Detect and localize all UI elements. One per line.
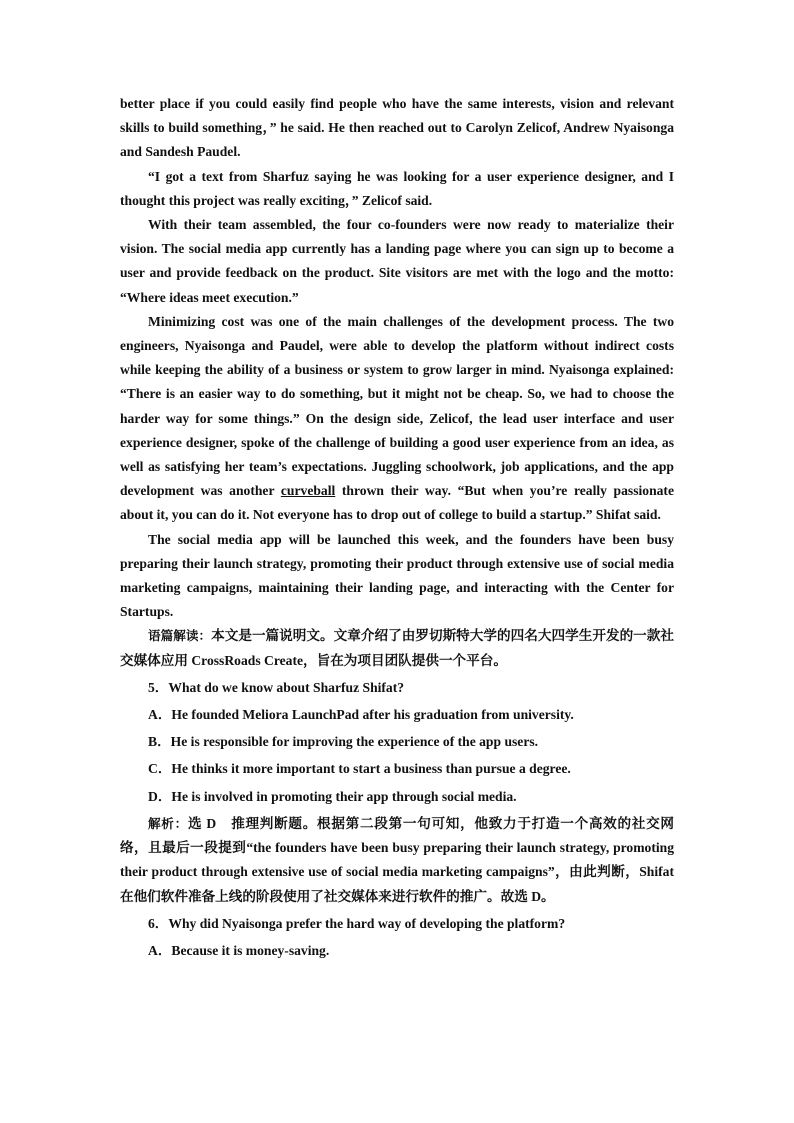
paragraph-text: Minimizing cost was one of the main challenges of the development process. The two engineers, Nyaisonga and Paudel, were able to develop the platform without indirect costs while keeping the ability of a business or system to grow larger in mind. Nyaisonga explained: “There is an easier way to do something, but it might not be cheap. So, we had to choose the harder way for some things.” On the design side, Zelicof, the lead user interface and user experience designer, spoke of the challenge of building a good user experience from an idea, as well as satisfying her team’s expectations. Juggling schoolwork, job applications, and the app development was another — [120, 313, 674, 499]
underlined-word: curveball — [280, 483, 336, 499]
analysis-text: 选 D 推理判断题。根据第二段第一句可知，他致力于打造一个高效的社交网络，且最后一段提到“the founders have been busy preparing their launch strategy, promoting their product through extensive use of social media marketing campaigns”，由此判断，Shifat 在他们软件准备上线的阶段使用了社交媒体来进行软件的推广。故选 D。 — [120, 815, 675, 904]
question-6: 6．Why did Nyaisonga prefer the hard way of developing the platform? — [148, 915, 566, 931]
article-paragraph — [120, 310, 674, 528]
article-paragraph: better place if you could easily find people who have the same interests, vision and relevant skills to build something，” he said. He then reached out to Carolyn Zelicof, Andrew Nyaisonga and Sandesh Paudel. — [120, 96, 674, 160]
paragraph-text: thrown their way. “But when you’re really passionate about it, you can do it. Not everyone has to drop out of college to build a startup.” Shifat said. — [120, 483, 674, 523]
document-body — [120, 92, 674, 963]
question-5-analysis — [120, 812, 674, 909]
question-5: 5．What do we know about Sharfuz Shifat? — [148, 679, 405, 695]
article-paragraph: With their team assembled, the four co-founders were now ready to materialize their vision. The social media app currently has a landing page where you can sign up to become a user and provide feedback on the product. Site visitors are met with the logo and the motto: “Where ideas meet execution.” — [120, 217, 674, 305]
question-5-option-c: C．He thinks it more important to start a business than pursue a degree. — [148, 761, 571, 777]
article-paragraph: The social media app will be launched this week, and the founders have been busy preparing their launch strategy, promoting their product through extensive use of social media marketing campaigns, maintaining their landing page, and interacting with the Center for Startups. — [120, 531, 674, 620]
question-6-option-a: A．Because it is money-saving. — [148, 942, 330, 958]
question-5-option-b: B．He is responsible for improving the experience of the app users. — [148, 734, 539, 750]
reading-note — [120, 624, 674, 672]
reading-note-label: 语篇解读： — [148, 628, 212, 644]
question-5-option-d: D．He is involved in promoting their app through social media. — [148, 788, 517, 804]
question-5-option-a: A．He founded Meliora LaunchPad after his graduation from university. — [148, 707, 574, 723]
article-paragraph: “I got a text from Sharfuz saying he was looking for a user experience designer, and I thought this project was really exciting，” Zelicof said. — [120, 168, 674, 208]
analysis-label: 解析： — [148, 815, 188, 831]
reading-note-text: 本文是一篇说明文。文章介绍了由罗切斯特大学的四名大四学生开发的一款社交媒体应用 CrossRoads Create，旨在为项目团队提供一个平台。 — [120, 628, 675, 668]
